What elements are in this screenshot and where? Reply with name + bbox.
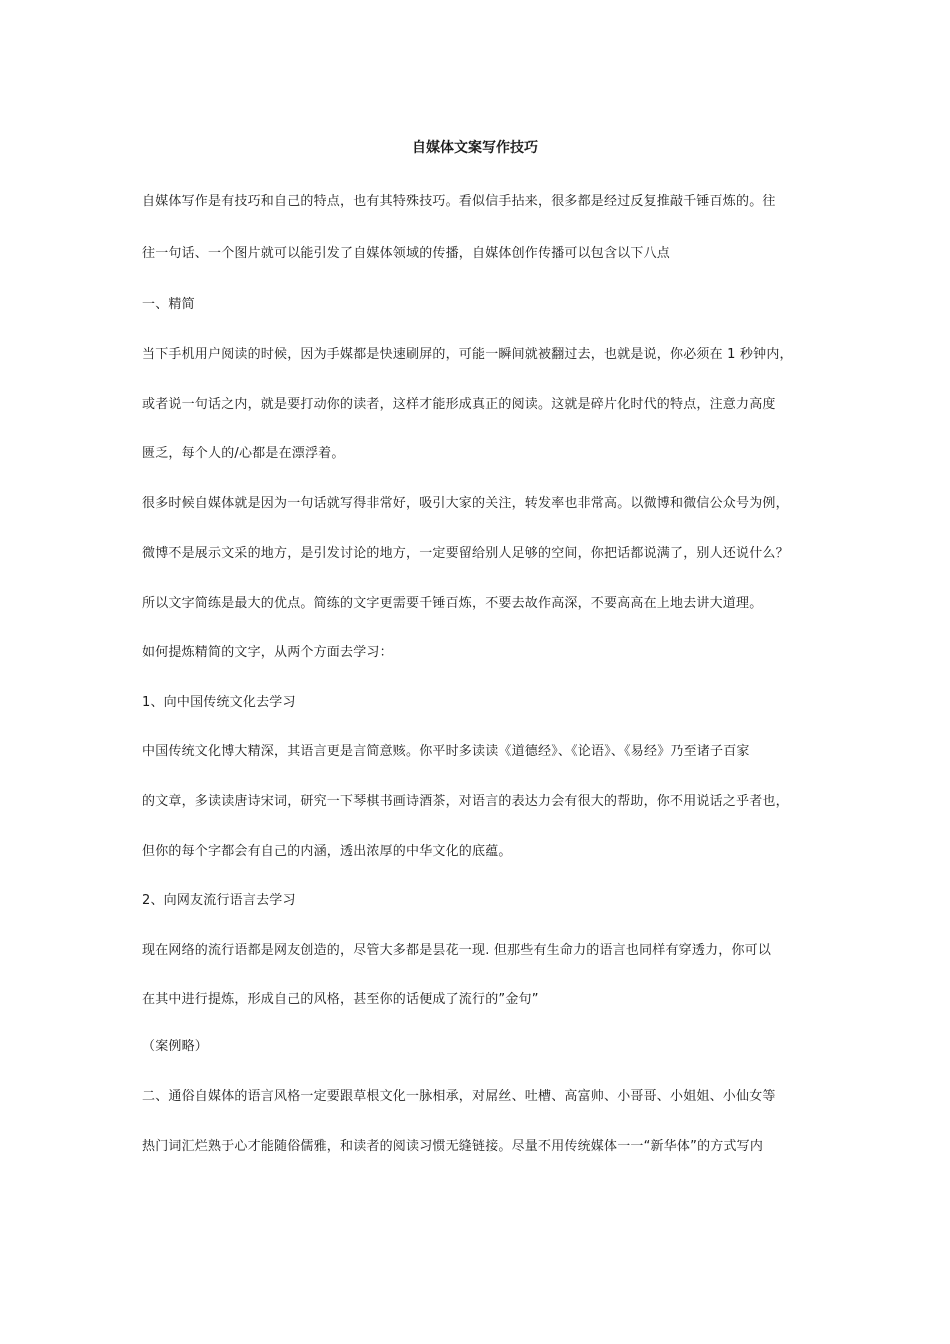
- paragraph-line: 在其中进行提炼，形成自己的风格，甚至你的话便成了流行的”金句”: [142, 992, 539, 1007]
- paragraph-line: 二、通俗自媒体的语言风格一定要跟草根文化一脉相承，对屌丝、吐槽、高富帅、小哥哥、小姐姐、小仙女等: [142, 1089, 776, 1104]
- paragraph-line: 热门词汇烂熟于心才能随俗儒雅，和读者的阅读习惯无缝链接。尽量不用传统媒体一一“新华体”的方式写内: [142, 1139, 764, 1154]
- paragraph-line: 自媒体写作是有技巧和自己的特点，也有其特殊技巧。看似信手拈来，很多都是经过反复推敲千锤百炼的。往: [142, 194, 776, 209]
- paragraph-line: 如何提炼精简的文字，从两个方面去学习：: [142, 645, 393, 660]
- subsection-heading: 2、向网友流行语言去学习: [142, 893, 296, 908]
- paragraph-line: 的文章，多读读唐诗宋词，研究一下琴棋书画诗酒茶，对语言的表达力会有很大的帮助，你不用说话之乎者也，: [142, 794, 789, 809]
- paragraph-line: 匮乏，每个人的/心都是在漂浮着。: [142, 446, 345, 461]
- paragraph-line: 中国传统文化博大精深，其语言更是言简意赅。你平时多读读《道德经》、《论语》、《易经》乃至诸子百家: [142, 744, 750, 759]
- paragraph-line: （案例略）: [142, 1039, 209, 1054]
- document-title: 自媒体文案写作技巧: [412, 140, 538, 156]
- paragraph-line: 很多时候自媒体就是因为一句话就写得非常好，吸引大家的关注，转发率也非常高。以微博和微信公众号为例，: [142, 496, 789, 511]
- paragraph-line: 当下手机用户阅读的时候，因为手媒都是快速刷屏的，可能一瞬间就被翻过去，也就是说，你必须在 1 秒钟内，: [142, 347, 793, 362]
- paragraph-line: 但你的每个字都会有自己的内涵，透出浓厚的中华文化的底蕴。: [142, 844, 512, 859]
- paragraph-line: 所以文字简练是最大的优点。简练的文字更需要千锤百炼，不要去故作高深，不要高高在上地去讲大道理。: [142, 596, 763, 611]
- subsection-heading: 1、向中国传统文化去学习: [142, 695, 296, 710]
- paragraph-line: 或者说一句话之内，就是要打动你的读者，这样才能形成真正的阅读。这就是碎片化时代的特点，注意力高度: [142, 397, 776, 412]
- paragraph-line: 往一句话、一个图片就可以能引发了自媒体领域的传播，自媒体创作传播可以包含以下八点: [142, 246, 671, 261]
- section-heading: 一、精简: [142, 297, 195, 312]
- paragraph-line: 现在网络的流行语都是网友创造的，尽管大多都是昙花一现. 但那些有生命力的语言也同样有穿透力，你可以: [142, 943, 772, 958]
- paragraph-line: 微博不是展示文采的地方，是引发讨论的地方，一定要留给别人足够的空间，你把话都说满了，别人还说什么？: [142, 546, 789, 561]
